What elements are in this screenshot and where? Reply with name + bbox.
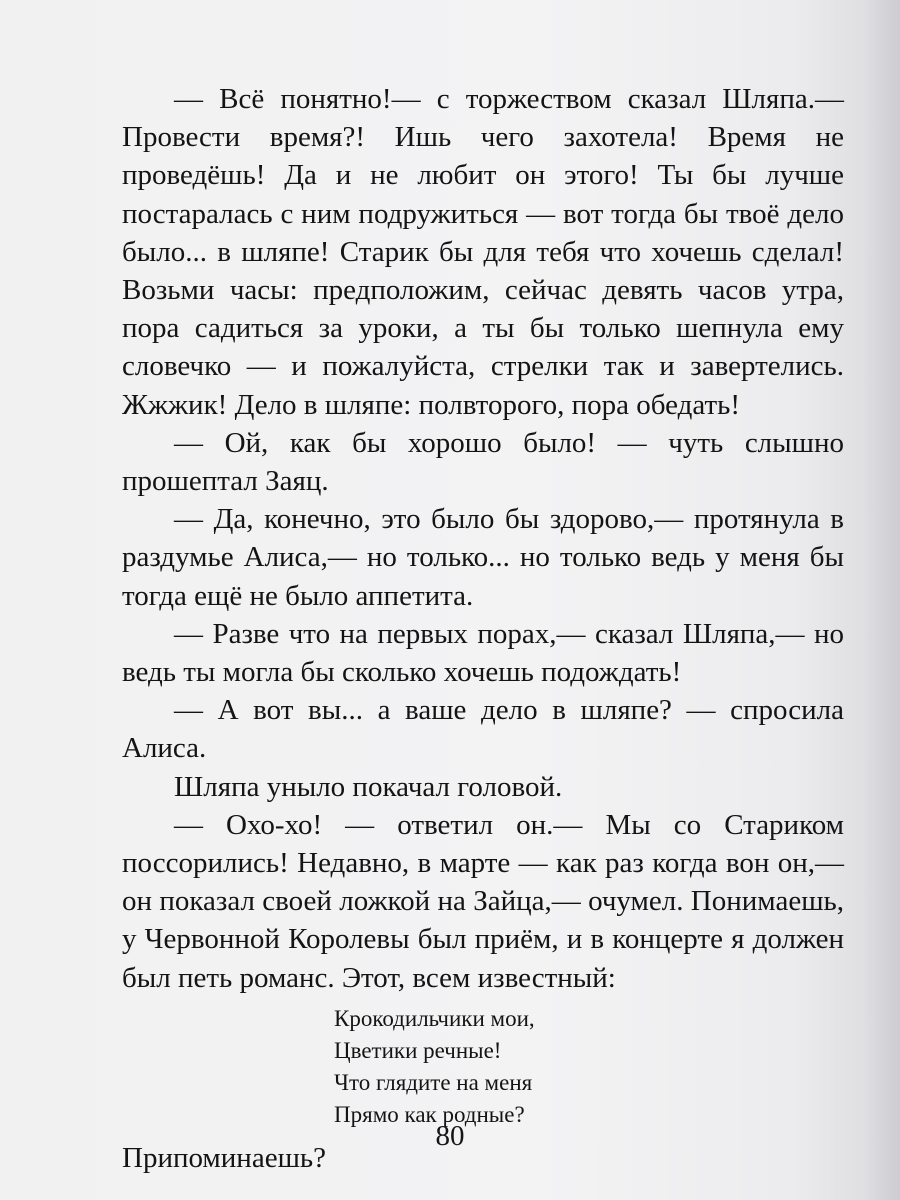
paragraph: — Охо-хо! — ответил он.— Мы со Стариком поссорились! Недавно, в марте — как раз когда вон он,— он показал своей ложкой на Зайца,— очумел. Понимаешь, у Червонной Королевы был приём, и в концерте я должен был петь романс. Этот, всем известный: [122,808,844,994]
poem-line: Прямо как родные? [334,1101,525,1127]
paragraph: — Разве что на первых порах,— сказал Шляпа,— но ведь ты могла бы сколько хочешь подождать! [122,617,844,689]
page-edge-shadow [864,0,900,1200]
poem-line: Что глядите на меня [334,1069,533,1095]
poem-line: Цветики речные! [334,1037,502,1063]
closing-line: Припоминаешь? [122,1141,326,1174]
paragraph: — Ой, как бы хорошо было! — чуть слышно прошептал Заяц. [122,426,844,498]
body-text [122,80,844,1177]
page-number: 80 [435,1120,465,1152]
poem-line: Крокодильчики мои, [334,1005,535,1031]
paragraph: Шляпа уныло покачал головой. [174,770,563,803]
paragraph: — Всё понятно!— с торжеством сказал Шляпа.— Провести время?! Ишь чего захотела! Время не проведёшь! Да и не любит он этого! Ты бы лучше постаралась с ним подружиться — вот тогда бы твоё дело было... в шляпе! Старик бы для тебя что хочешь сделал! Возьми часы: предположим, сейчас девять часов утра, пора садиться за уроки, а ты бы только шепнула ему словечко — и пожалуйста, стрелки так и завертелись. Жжжик! Дело в шляпе: полвторого, пора обедать! [122,83,844,421]
paragraph: — А вот вы... а ваше дело в шляпе? — спросила Алиса. [122,694,844,765]
poem-verse [334,1003,844,1131]
paragraph: — Да, конечно, это было бы здорово,— протянула в раздумье Алиса,— но только... но только ведь у меня бы тогда ещё не было аппетита. [122,503,844,612]
